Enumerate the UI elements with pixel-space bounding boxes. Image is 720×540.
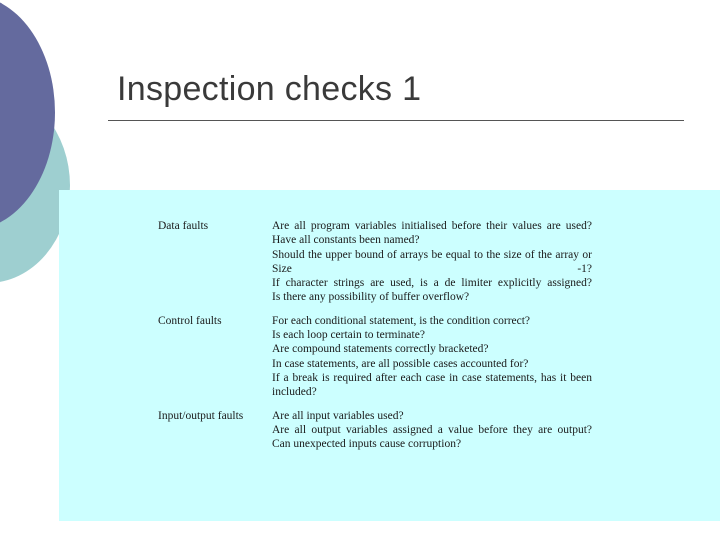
table-row — [158, 409, 592, 452]
check-item: Should the upper bound of arrays be equal to the size of the array or Size -1? — [272, 248, 592, 275]
check-list — [272, 219, 592, 314]
title-divider — [108, 120, 684, 121]
check-item: Are all input variables used? — [272, 409, 404, 422]
check-item: Are all output variables assigned a value before they are output? — [272, 423, 592, 436]
fault-category: Input/output faults — [158, 409, 244, 422]
check-list — [272, 314, 592, 409]
check-item: Are compound statements correctly bracketed? — [272, 343, 489, 356]
fault-category: Data faults — [158, 220, 209, 232]
slide-title: Inspection checks 1 — [117, 70, 422, 108]
check-item: Can unexpected inputs cause corruption? — [272, 438, 462, 451]
check-item: Have all constants been named? — [272, 234, 420, 247]
table-row — [158, 219, 592, 314]
check-item: In case statements, are all possible cases accounted for? — [272, 357, 529, 370]
check-item: Is there any possibility of buffer overflow? — [272, 291, 470, 304]
fault-category: Control faults — [158, 314, 222, 327]
table-row — [158, 314, 592, 409]
check-item: For each conditional statement, is the condition correct? — [272, 314, 531, 327]
check-list — [272, 409, 592, 452]
check-item: Is each loop certain to terminate? — [272, 329, 425, 342]
check-item: Are all program variables initialised before their values are used? — [272, 220, 592, 232]
check-item: If character strings are used, is a de limiter explicitly assigned? — [272, 277, 592, 290]
check-item: If a break is required after each case in case statements, has it been included? — [272, 371, 592, 399]
inspection-checks-table — [158, 219, 592, 451]
